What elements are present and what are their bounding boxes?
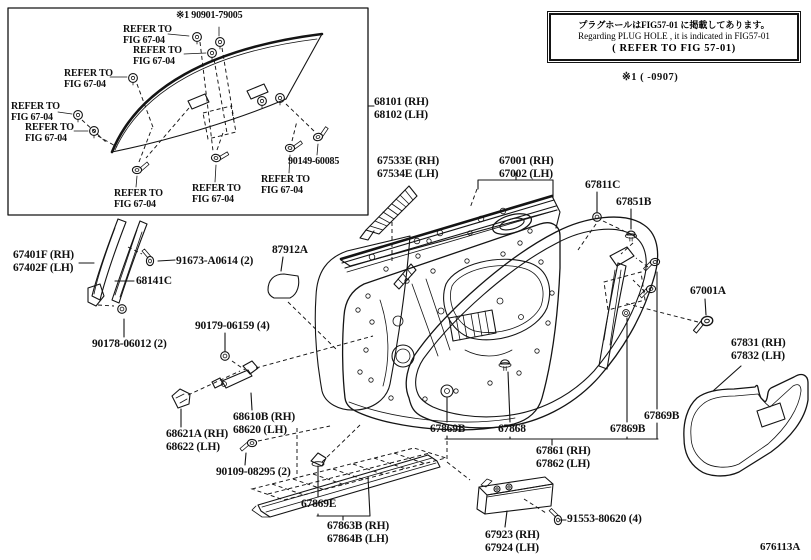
nut-67811C — [593, 213, 602, 222]
clip-67869B-ring — [623, 310, 630, 317]
part-67869E: 67869E — [301, 498, 337, 510]
run-channel-drawing — [88, 219, 147, 306]
refer-note-2: REFER TO FIG 67-04 — [133, 45, 182, 67]
date-range-remark: ※1 ( -0907) — [622, 72, 679, 83]
part-67869B-mid: 67869B — [610, 423, 646, 435]
door-panel-drawing — [315, 186, 645, 430]
door-check-drawing — [212, 361, 258, 388]
bolt-67001A — [691, 316, 714, 334]
part-90178-06012: 90178-06012 (2) — [92, 338, 167, 350]
part-68101: 68101 (RH) 68102 (LH) — [374, 96, 429, 121]
door-hinge-drawing — [172, 389, 190, 408]
nut-90178 — [118, 305, 127, 314]
refer-note-4: REFER TO FIG 67-04 — [11, 101, 60, 123]
plug-hole-note-en: Regarding PLUG HOLE , it is indicated in FIG57-01 — [578, 30, 770, 41]
part-67401F: 67401F (RH) 67402F (LH) — [13, 249, 74, 274]
refer-note-3: REFER TO FIG 67-04 — [64, 68, 113, 90]
part-90179-06159: 90179-06159 (4) — [195, 320, 270, 332]
inset-part-90149-60085: 90149-60085 — [288, 156, 340, 167]
door-pocket-drawing — [477, 477, 553, 514]
part-91673-A0614: 91673-A0614 (2) — [176, 255, 254, 267]
screw-91673 — [142, 249, 154, 266]
part-67001: 67001 (RH) 67002 (LH) — [499, 155, 554, 180]
screw-90109 — [240, 439, 257, 451]
part-91553-80620: 91553-80620 (4) — [567, 513, 642, 525]
sill-molding-drawing — [252, 455, 440, 517]
part-87912A: 87912A — [272, 244, 308, 256]
part-67533E: 67533E (RH) 67534E (LH) — [377, 155, 440, 180]
part-67868: 67868 — [498, 423, 526, 435]
part-67923: 67923 (RH) 67924 (LH) — [485, 529, 540, 554]
refer-note-8: REFER TO FIG 67-04 — [261, 174, 310, 196]
inset-part-90901-79005: ※1 90901-79005 — [176, 10, 243, 21]
patch-87912A-drawing — [268, 274, 299, 298]
part-67851B: 67851B — [616, 196, 652, 208]
plug-hole-note-box — [549, 13, 799, 61]
part-67811C: 67811C — [585, 179, 621, 191]
part-67869B-left: 67869B — [430, 423, 466, 435]
part-67831: 67831 (RH) 67832 (LH) — [731, 337, 786, 362]
refer-note-5: REFER TO FIG 67-04 — [25, 122, 74, 144]
plug-hole-note-refer: ( REFER TO FIG 57-01) — [612, 42, 736, 54]
part-67861: 67861 (RH) 67862 (LH) — [536, 445, 591, 470]
part-68610B: 68610B (RH) 68620 (LH) — [233, 411, 296, 436]
plug-hole-note-jp: プラグホールはFIG57-01 に掲載してあります。 — [578, 19, 770, 30]
refer-note-7: REFER TO FIG 67-04 — [192, 183, 241, 205]
part-67001A: 67001A — [690, 285, 726, 297]
part-67869B-right: 67869B — [644, 410, 680, 422]
window-glass-inset-drawing — [8, 8, 368, 215]
clip-67868 — [499, 360, 511, 371]
part-90109-08295: 90109-08295 (2) — [216, 466, 291, 478]
screw-91553 — [549, 508, 562, 526]
diagram-code: 676113A — [760, 541, 801, 553]
refer-note-1: REFER TO FIG 67-04 — [123, 24, 172, 46]
part-67863B: 67863B (RH) 67864B (LH) — [327, 520, 390, 545]
service-hole-cover-drawing — [684, 375, 808, 476]
refer-note-6: REFER TO FIG 67-04 — [114, 188, 163, 210]
nut-90179 — [221, 352, 230, 361]
part-68621A: 68621A (RH) 68622 (LH) — [166, 428, 229, 453]
part-68141C: 68141C — [136, 275, 172, 287]
leader-lines — [79, 173, 741, 527]
